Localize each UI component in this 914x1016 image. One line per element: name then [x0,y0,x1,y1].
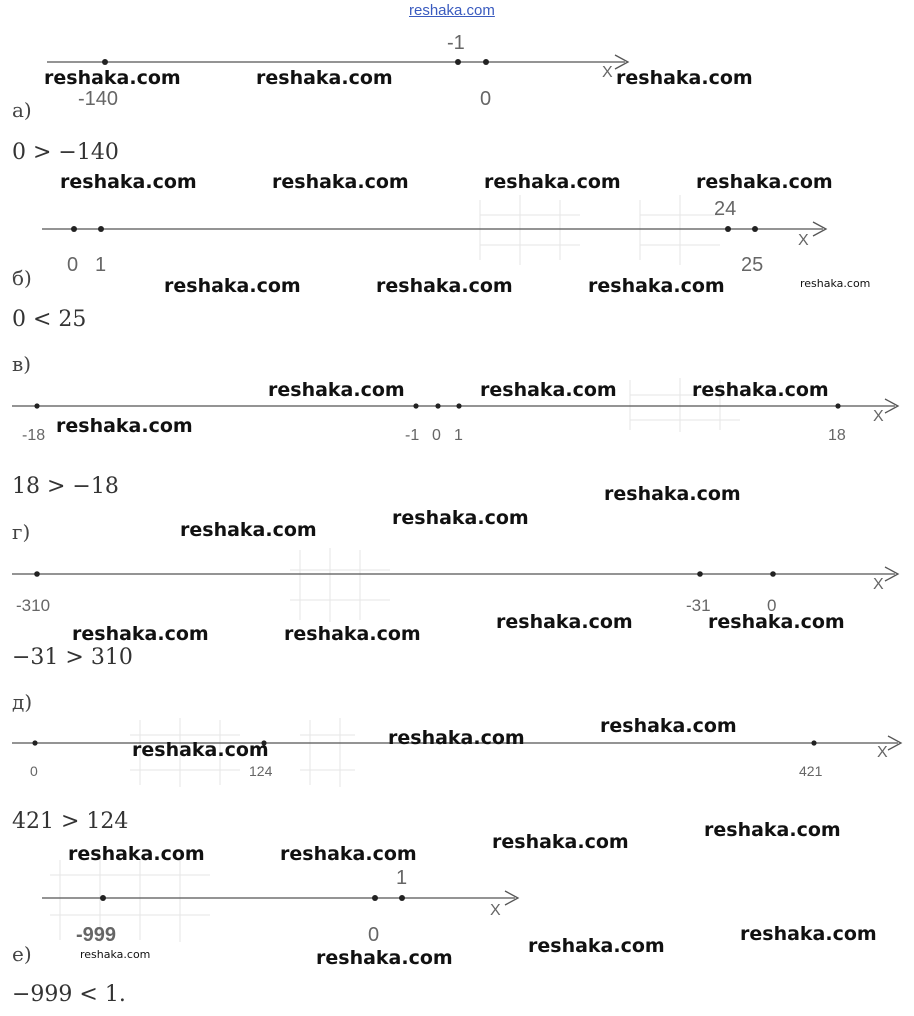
inequality-b: 0 < 25 [12,307,87,332]
point-e-3 [399,895,405,901]
watermark: reshaka.com [272,171,409,193]
tick-label-a-1: -140 [78,88,119,110]
tick-label-e-1: -999 [76,924,117,946]
tick-label-g-2: -31 [686,596,711,615]
problem-label-v: в) [12,352,32,376]
number-line-g [12,567,898,581]
watermark: reshaka.com [280,843,417,865]
watermark: reshaka.com [484,171,621,193]
axis-label-e: X [490,902,501,919]
watermark: reshaka.com [256,67,393,89]
point-g-2 [697,571,703,577]
axis-label-v: X [873,408,884,425]
tick-label-e-3: 1 [396,867,408,889]
point-b-1 [71,226,77,232]
tick-label-b-2: 1 [95,254,107,276]
watermark: reshaka.com [492,831,629,853]
point-d-1 [32,740,37,745]
point-b-2 [98,226,104,232]
point-e-2 [372,895,378,901]
tick-label-a-3: 0 [480,88,492,110]
tick-label-v-5: 18 [828,427,846,444]
inequality-e: −999 < 1. [12,982,126,1007]
problem-label-d: д) [12,690,33,714]
tick-label-v-3: 0 [432,427,441,444]
watermark: reshaka.com [284,623,421,645]
tick-label-b-4: 25 [741,254,764,276]
problem-label-a: а) [12,98,32,122]
point-a-3 [483,59,489,65]
axis-label-d: X [877,744,888,761]
watermark: reshaka.com [600,715,737,737]
background-grid [50,195,740,942]
watermark: reshaka.com [604,483,741,505]
watermark: reshaka.com [616,67,753,89]
watermark: reshaka.com [496,611,633,633]
watermark: reshaka.com [132,739,269,761]
watermark: reshaka.com [704,819,841,841]
point-e-1 [100,895,106,901]
tick-label-a-2: -1 [447,32,465,54]
point-g-1 [34,571,40,577]
watermark: reshaka.com [164,275,301,297]
site-link[interactable]: reshaka.com [409,2,495,19]
watermark: reshaka.com [376,275,513,297]
watermark: reshaka.com [72,623,209,645]
point-v-5 [835,403,840,408]
watermark: reshaka.com [708,611,845,633]
watermark: reshaka.com [60,171,197,193]
watermark: reshaka.com [740,923,877,945]
point-a-2 [455,59,461,65]
point-g-3 [770,571,776,577]
watermark: reshaka.com [480,379,617,401]
watermark: reshaka.com [388,727,525,749]
problem-label-g: г) [12,520,31,544]
axis-label-b: X [798,232,809,249]
inequality-d: 421 > 124 [12,809,129,834]
point-d-3 [811,740,816,745]
watermark: reshaka.com [268,379,405,401]
tick-label-g-1: -310 [16,596,51,615]
number-line-b [42,222,826,236]
watermark: reshaka.com [180,519,317,541]
problem-label-e: е) [12,942,32,966]
inequality-v: 18 > −18 [12,474,119,499]
tick-label-g-3: 0 [767,596,777,615]
watermark-small: reshaka.com [80,948,151,961]
point-a-1 [102,59,108,65]
tick-label-v-4: 1 [454,427,463,444]
watermark: reshaka.com [696,171,833,193]
tick-label-v-2: -1 [405,427,420,444]
number-line-v [12,399,898,413]
watermark: reshaka.com [44,67,181,89]
tick-label-d-3: 421 [799,763,823,779]
problem-label-b: б) [12,266,32,290]
tick-label-b-1: 0 [67,254,79,276]
point-v-3 [435,403,440,408]
point-v-1 [34,403,39,408]
axis-label-g: X [873,576,884,593]
tick-label-e-2: 0 [368,924,380,946]
watermark: reshaka.com [316,947,453,969]
tick-label-d-1: 0 [30,763,38,779]
watermark: reshaka.com [588,275,725,297]
point-b-4 [752,226,758,232]
point-v-4 [456,403,461,408]
tick-label-d-2: 124 [249,763,273,779]
watermark: reshaka.com [56,415,193,437]
tick-label-v-1: -18 [22,427,46,444]
inequality-g: −31 > 310 [12,645,133,670]
watermark: reshaka.com [392,507,529,529]
watermark: reshaka.com [692,379,829,401]
watermark: reshaka.com [68,843,205,865]
watermark-small: reshaka.com [800,277,871,290]
number-line-e [42,891,518,905]
point-v-2 [413,403,418,408]
watermark: reshaka.com [528,935,665,957]
inequality-a: 0 > −140 [12,140,119,165]
tick-label-b-3: 24 [714,198,737,220]
point-b-3 [725,226,731,232]
axis-label-a: X [602,64,613,81]
